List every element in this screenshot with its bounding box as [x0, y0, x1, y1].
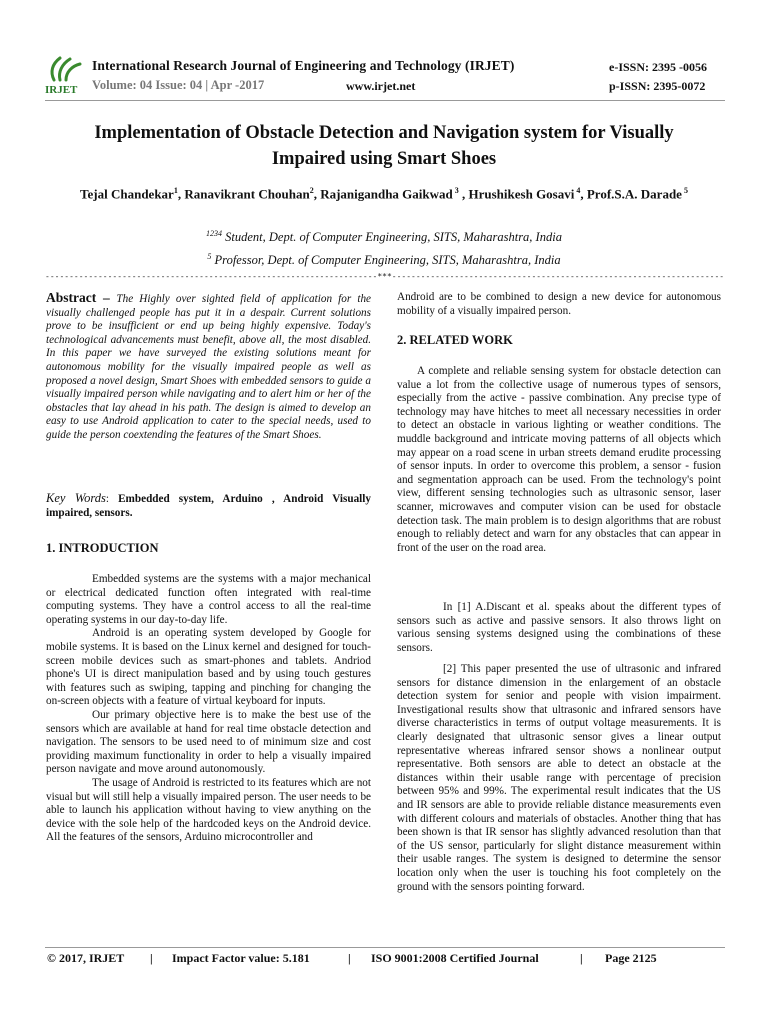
related-work-body [397, 663, 721, 894]
p-issn: p-ISSN: 2395-0072 [609, 79, 706, 93]
journal-website-link[interactable]: www.irjet.net [346, 79, 416, 93]
affiliation-student: $^{1234}$ Student, Dept. of Computer Engineering, SITS, Maharashtra, India [206, 229, 562, 245]
footer-separator: | [348, 951, 351, 965]
paragraph-continuation: Android are to be combined to design a new device for autonomous mobility of a visually impaired person. [397, 291, 721, 317]
footer-separator: | [150, 951, 153, 965]
keywords-text: Embedded system, Arduino , Android Visually impaired, sensors. [46, 493, 371, 519]
affiliations [60, 224, 708, 270]
paragraph: [2] This paper presented the use of ultrasonic and infrared sensors for distance dimension in the enlargement of an obstacle detection system for senior and people with vision impairment. Investigational results show that ultrasonic and infrared sensors have diverse characteristics in terms of output voltage measurements. It is clearly designated that ultrasonic sensor gives a linear output representative whereas infrared sensor shows a nonlinear output representative. Both sensors are able to detect an obstacle at the distances within their usable range with percentage of precision between 95% and 99%. The experimental result indicates that the US and IR sensors are able to provide reliable distance measurements even with different colours and materials of obstacles. Another thing that has been shown is that IR sensor has slightly advanced resolution than that of the US sensor, particularly for slight distance measurement within their usable ranges. The system is designed to determine the sensor location only when the user is touching his foot completely on the ground with the sensors pointing forward. [397, 663, 721, 893]
irjet-logo-icon [42, 50, 88, 96]
abstract: Abstract – The Highly over sighted field of application for the visually challenged people has put it in a despair. Current solutions prove to be insufficient or end up being highly expensive. Today's technological advancements must benefit, above all, the most disabled. In this paper we have surveyed the existing solutions meant for autonomous mobility for the visually impaired people as well as proposed a novel design, Smart Shoes with embedded sensors to guide a visually impaired person while navigating and to alert him or her of the obstacles that lay ahead in his path. The design is aimed to develop an easy to use Android application to cater to the special needs, used to guide the person coextending the features of the Smart Shoes. [46, 290, 371, 441]
footer-iso: ISO 9001:2008 Certified Journal [371, 951, 539, 965]
section-separator: ---------------------------------------------------------------------***--------------------------------------------------------------------- [45, 272, 725, 281]
section-heading-introduction: 1. INTRODUCTION [46, 541, 159, 555]
journal-name: International Research Journal of Engineering and Technology (IRJET) [92, 58, 515, 73]
abstract-label: Abstract [46, 290, 97, 305]
paragraph: A complete and reliable sensing system for obstacle detection can value a lot from the collective usage of numerous types of sensors, especially from the active - passive combination. Any precise type of technology may have hitches to meet all necessary necessities in order to detect an obstacle in various lighting or weather conditions. The muddle background and intricate moving patterns of all objects which may appear on a road scene in urban streets demand erudite processing of sensor inputs. In order to overcome this problem, a sensor - fusion and segmentation approach can be used. From the technology's point view, different sensing technologies such as ultrasonic sensor, laser scanner, microwaves and computer vision can be used for obstacle detection task. The main problem is to design algorithms that are robust enough to reliably detect and warn for any obstacles that can appear in front of the user on the road area. [397, 365, 721, 554]
related-work-body [397, 601, 721, 655]
author-list: Tejal Chandekar$^1$, Ranavikrant Chouhan$^2$, Rajanigandha Gaikwad $^3$ , Hrushikesh Gosavi $^4$, Prof.S.A. Darade $^5$ [80, 186, 688, 202]
related-work-body [397, 365, 721, 555]
paragraph: In [1] A.Discant et al. speaks about the different types of sensors such as active and passive sensors. It also throws light on various sensing systems designed using the combinations of these sensors. [397, 601, 721, 654]
affiliation-professor: $^5$ Professor, Dept. of Computer Engineering, SITS, Maharashtra, India [207, 252, 561, 268]
footer-divider [45, 947, 725, 948]
paragraph: Our primary objective here is to make the best use of the sensors which are available at hand for real time obstacle detection and navigation. The sensors to be used need to of minimum size and cost providing maximum functionality in order to help a visually impaired person navigate and move around autonomously. [46, 708, 371, 776]
header-divider [45, 100, 725, 101]
svg-text:IRJET: IRJET [45, 84, 78, 96]
section-heading-related-work: 2. RELATED WORK [397, 333, 513, 347]
footer-page-number: Page 2125 [605, 951, 657, 965]
volume-issue: Volume: 04 Issue: 04 | Apr -2017 [92, 78, 265, 92]
paragraph: Embedded systems are the systems with a major mechanical or electrical dedicated function often integrated with real-time computing systems. They have a control access to all the real-time operating systems in our day-to-day life. [46, 573, 371, 626]
e-issn: e-ISSN: 2395 -0056 [609, 60, 707, 74]
paper-title: Implementation of Obstacle Detection and Navigation system for Visually Impaired using Smart Shoes [94, 123, 674, 169]
footer-copyright: © 2017, IRJET [47, 951, 125, 965]
paragraph: The usage of Android is restricted to its features which are not visual but will still help a visually impaired person. The user needs to be able to launch his application without having to view anything on the device with the sole help of the hardcoded keys on the Android device. All the features of the sensors, Arduino microcontroller and [46, 776, 371, 844]
paragraph: Android is an operating system developed by Google for mobile systems. It is based on the Linux kernel and designed for touch-screen mobile devices such as smart-phones and tablets. Andriod phone's UI is direct manipulation based and by using touch gestures with features such as swiping, tapping and pinching for changing the on-screen objects with a feature of virtual keyboard for inputs. [46, 627, 371, 708]
footer-impact-factor: Impact Factor value: 5.181 [172, 951, 310, 965]
keywords-label: Key Words [46, 491, 106, 505]
abstract-text: The Highly over sighted field of application for the visually challenged people has put it in a despair. Current solutions prove to be insufficient or end up being highly expensive. Today's technological advancements must benefit, above all, the most disabled. In this paper we have surveyed the existing solutions meant for autonomous mobility for the visually impaired people as well as proposed a novel design, Smart Shoes with embedded sensors to guide a visually impaired person while navigating and to alert him or her of the obstacles that lay ahead in his path. The design is aimed to develop an easy to use Android application to cater to the special needs, used to guide the person coextending the features of the Smart Shoes. [46, 293, 371, 441]
footer-separator: | [580, 951, 583, 965]
introduction-body [46, 573, 371, 845]
keywords: Key Words: Embedded system, Arduino , Android Visually impaired, sensors. [46, 491, 371, 519]
